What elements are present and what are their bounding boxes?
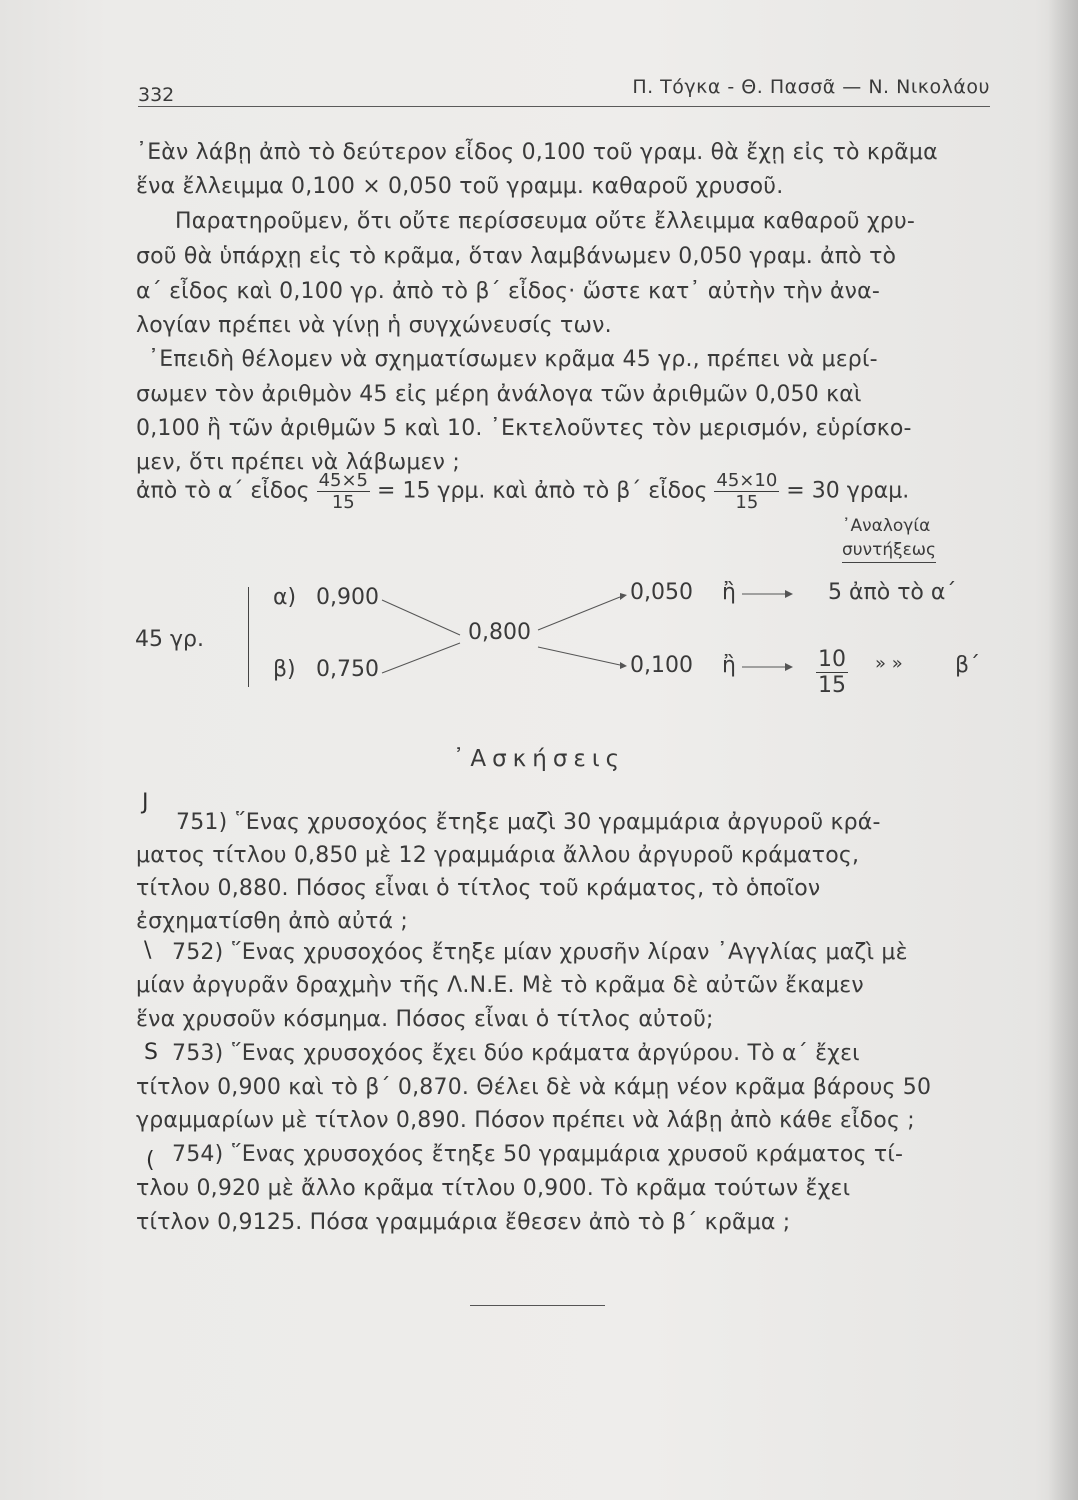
body-line: α΄ εἶδος καὶ 0,100 γρ. ἀπὸ τὸ β΄ εἶδος· ὥστε κατ᾿ αὐτὴν τὴν ἀνα- [136,279,880,304]
exercise-line: τίτλον 0,900 καὶ τὸ β΄ 0,870. Θέλει δὲ νὰ κάμῃ νέον κρᾶμα βάρους 50 [136,1075,932,1100]
body-line: Παρατηροῦμεν, ὅτι οὔτε περίσσευμα οὔτε ἔλλειμμα καθαροῦ χρυ- [175,209,916,234]
diff-bottom: 0,100 [630,653,693,678]
diagram-caption [842,514,936,563]
formula-result: = 30 γραμ. [786,478,910,504]
fraction-second [714,470,779,513]
page-number: 332 [138,84,175,106]
connector-line [382,643,460,673]
fraction-numerator: 45×10 [716,470,778,491]
beta-label: β) [273,657,296,682]
body-line: ᾿Εὰν λάβῃ ἀπὸ τὸ δεύτερον εἶδος 0,100 τοῦ γραμ. θὰ ἔχῃ εἰς τὸ κρᾶμα [136,140,938,165]
exercise-line: τίτλου 0,880. Πόσος εἶναι ὁ τίτλος τοῦ κράματος, τὸ ὁποῖον [136,876,821,901]
fraction-first [317,470,370,513]
body-line: ᾿Επειδὴ θέλομεν νὰ σχηματίσωμεν κρᾶμα 45 γρ., πρέπει νὰ μερί- [148,347,878,372]
arrow-head [785,663,793,671]
exercise-line: ἕνα χρυσοῦν κόσμημα. Πόσος εἶναι ὁ τίτλος αὐτοῦ; [136,1007,714,1032]
or-top: ἢ [722,580,736,605]
exercise-line: 751) ῞Ενας χρυσοχόος ἔτηξε μαζὶ 30 γραμμάρια ἀργυροῦ κρά- [176,810,881,835]
connector-line [538,597,620,630]
diff-top: 0,050 [630,580,693,605]
exercise-line: γραμμαρίων μὲ τίτλον 0,890. Πόσον πρέπει νὰ λάβῃ ἀπὸ κάθε εἶδος ; [136,1108,915,1133]
formula-middle: = 15 γρμ. καὶ ἀπὸ τὸ β΄ εἶδος [377,478,708,504]
margin-mark: S [144,1040,158,1065]
page-header [138,76,990,106]
alligation-diagram [130,575,990,710]
end-rule [470,1305,605,1306]
exercise-line: τλου 0,920 μὲ ἄλλο κρᾶμα τίτλου 0,900. Τὸ κρᾶμα τούτων ἔχει [136,1176,851,1201]
body-line: μεν, ὅτι πρέπει νὰ λάβωμεν ; [136,450,460,475]
exercise-line: τίτλον 0,9125. Πόσα γραμμάρια ἔθεσεν ἀπὸ τὸ β΄ κρᾶμα ; [136,1210,791,1235]
body-line: λογίαν πρέπει νὰ γίνῃ ἡ συγχώνευσίς των. [136,313,612,338]
formula-line [136,470,909,513]
margin-mark: J [142,790,149,815]
fraction-numerator: 45×5 [318,470,369,491]
alpha-value: 0,900 [316,585,379,610]
exercise-line: 753) ῞Ενας χρυσοχόος ἔχει δύο κράματα ἀργύρου. Τὸ α΄ ἔχει [172,1041,860,1066]
beta-end: β΄ [955,653,981,678]
exercise-line: ἐσχηματίσθη ἀπὸ αὐτά ; [136,909,408,934]
ratio-top: 5 ἀπὸ τὸ α΄ [828,580,957,605]
margin-mark: \ [144,938,152,963]
body-line: ἕνα ἔλλειμμα 0,100 × 0,050 τοῦ γραμμ. καθαροῦ χρυσοῦ. [136,174,784,199]
fraction-denominator: 15 [735,492,759,513]
ratio-bottom-numerator: 10 [818,647,846,672]
total-weight: 45 γρ. [135,627,204,652]
caption-line-1: ᾿Αναλογία [842,516,931,536]
fraction-denominator: 15 [331,492,355,513]
ditto-marks: » » [875,653,903,674]
exercise-line: μίαν ἀργυρᾶν δραχμὴν τῆς Λ.Ν.Ε. Μὲ τὸ κρᾶμα δὲ αὐτῶν ἔκαμεν [136,973,864,998]
formula-prefix: ἀπὸ τὸ α΄ εἶδος [136,478,310,504]
alpha-label: α) [273,585,297,610]
ratio-bottom-denominator: 15 [818,673,846,698]
center-value: 0,800 [468,620,531,645]
body-line: 0,100 ἢ τῶν ἀριθμῶν 5 καὶ 10. ᾿Εκτελοῦντες τὸν μερισμόν, εὑρίσκο- [136,416,912,441]
beta-value: 0,750 [316,657,379,682]
diagram-lines [130,575,990,710]
arrow-head [785,590,793,598]
header-rule [138,106,990,107]
arrow-head [620,662,627,669]
body-line: σοῦ θὰ ὑπάρχῃ εἰς τὸ κρᾶμα, ὅταν λαμβάνωμεν 0,050 γραμ. ἀπὸ τὸ [136,244,897,269]
exercise-line: 754) ῞Ενας χρυσοχόος ἔτηξε 50 γραμμάρια χρυσοῦ κράματος τί- [172,1142,904,1167]
body-line: σωμεν τὸν ἀριθμὸν 45 εἰς μέρη ἀνάλογα τῶν ἀριθμῶν 0,050 καὶ [136,382,862,407]
or-bottom: ἢ [722,653,736,678]
exercise-line: 752) ῞Ενας χρυσοχόος ἔτηξε μίαν χρυσῆν λίραν ᾿Αγγλίας μαζὶ μὲ [172,940,908,965]
section-heading: ᾿Ασκήσεις [452,746,626,772]
exercise-line: ματος τίτλου 0,850 μὲ 12 γραμμάρια ἄλλου ἀργυροῦ κράματος, [136,843,860,868]
running-head: Π. Τόγκα - Θ. Πασσᾶ — Ν. Νικολάου [632,76,990,98]
arrow-head [620,593,627,600]
connector-line [538,647,620,665]
caption-line-2: συντήξεως [842,538,936,563]
connector-line [382,600,460,635]
margin-mark: ( [146,1148,155,1173]
